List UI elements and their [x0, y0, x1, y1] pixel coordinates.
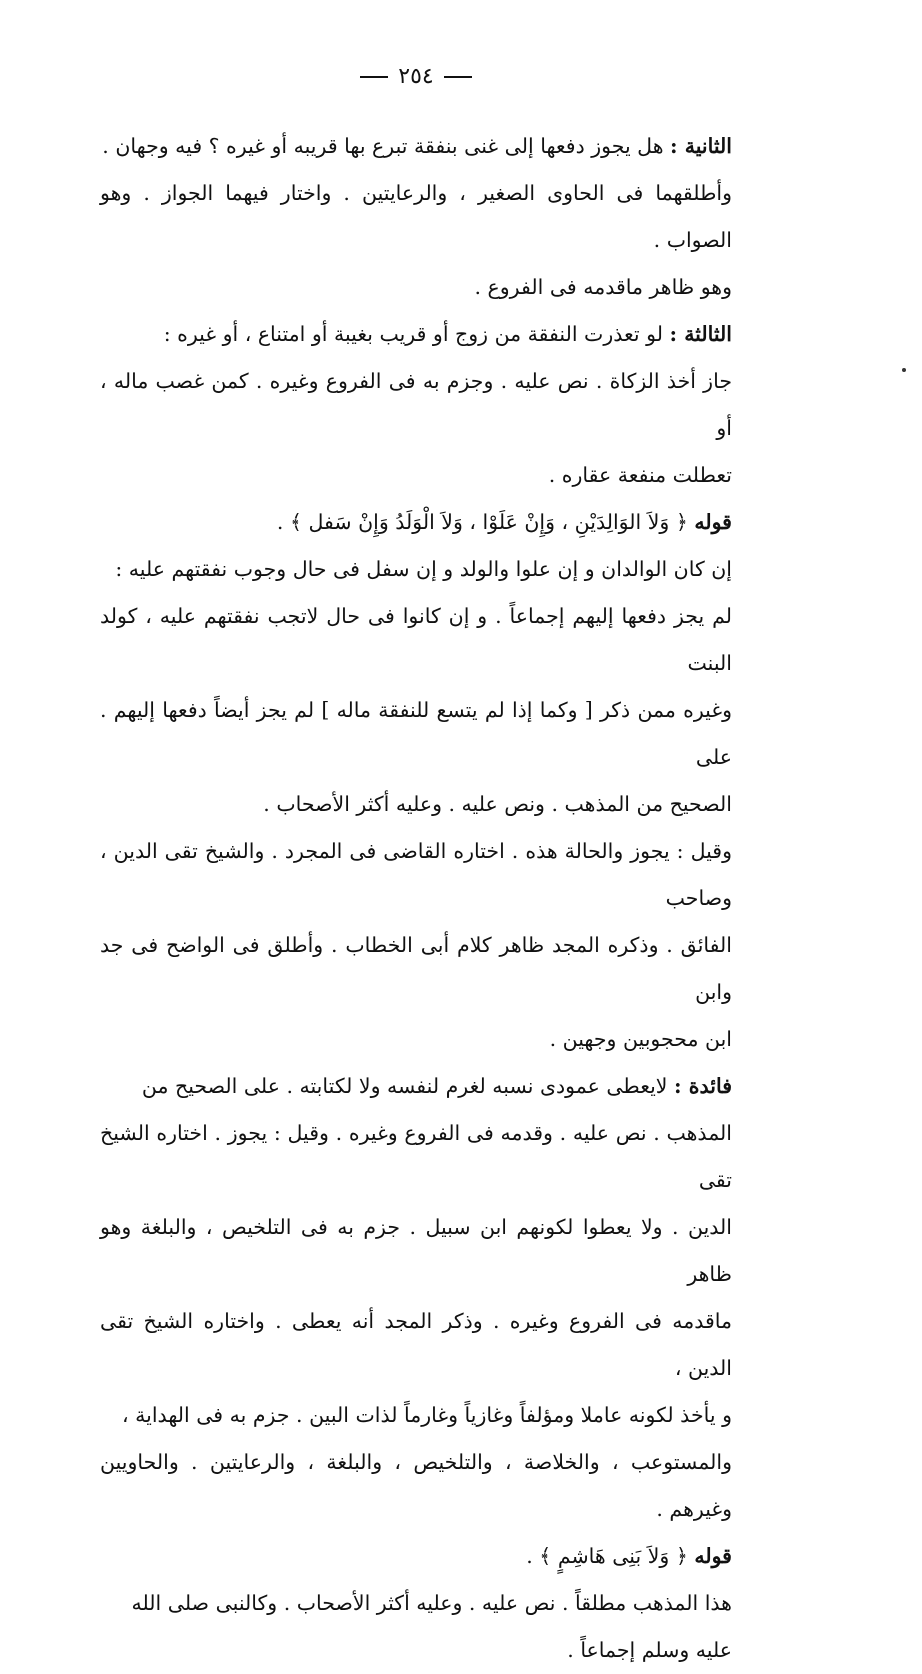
text-line	[100, 1439, 732, 1533]
right-dash	[444, 76, 472, 78]
margin-dot	[902, 368, 906, 372]
line-text: ﴿ وَلاَ بَنِى هَاشِمٍ ﴾ .	[526, 1544, 695, 1568]
page-number	[100, 64, 732, 89]
line-text: الصحيح من المذهب . ونص عليه . وعليه أكثر الأصحاب .	[263, 792, 732, 816]
text-line	[100, 828, 732, 922]
text-line	[100, 1580, 732, 1627]
verse-heading	[100, 1533, 732, 1580]
text-line	[100, 546, 732, 593]
line-text: لو تعذرت النفقة من زوج أو قريب بغيبة أو امتناع ، أو غيره :	[163, 322, 670, 346]
keyword-label: الثالثة :	[669, 322, 732, 346]
keyword-label: قوله	[694, 1544, 732, 1568]
text-line	[100, 1627, 732, 1674]
text-line	[100, 358, 732, 452]
line-text: إن كان الوالدان و إن علوا والولد و إن سفل فى حال وجوب نفقتهم عليه :	[115, 557, 732, 581]
line-text: والمستوعب ، والخلاصة ، والتلخيص ، والبلغة ، والرعايتين . والحاويين وغيرهم .	[100, 1450, 732, 1521]
line-text: هذا المذهب مطلقاً . نص عليه . وعليه أكثر الأصحاب . وكالنبى صلى الله	[131, 1591, 732, 1615]
line-text: لم يجز دفعها إليهم إجماعاً . و إن كانوا فى حال لاتجب نفقتهم عليه ، كولد البنت	[100, 604, 732, 675]
text-line	[100, 1063, 732, 1110]
text-line	[100, 1110, 732, 1204]
text-line	[100, 311, 732, 358]
document-body	[100, 123, 732, 1674]
left-dash	[360, 76, 388, 78]
text-line	[100, 1016, 732, 1063]
line-text: ﴿ وَلاَ الوَالِدَيْنِ ، وَإِنْ عَلَوْا ، وَلاَ الْوَلَدُ وَإِنْ سَفل ﴾ .	[276, 510, 695, 534]
line-text: ابن محجوبين وجهين .	[549, 1027, 732, 1051]
text-line	[100, 264, 732, 311]
line-text: وهو ظاهر ماقدمه فى الفروع .	[474, 275, 732, 299]
line-text: جاز أخذ الزكاة . نص عليه . وجزم به فى الفروع وغيره . كمن غصب ماله ، أو	[100, 369, 732, 440]
text-line	[100, 170, 732, 264]
verse-heading	[100, 499, 732, 546]
line-text: عليه وسلم إجماعاً .	[567, 1638, 732, 1662]
keyword-label: قوله	[694, 510, 732, 534]
page-number-value: ٢٥٤	[398, 64, 434, 89]
text-line	[100, 687, 732, 781]
text-line	[100, 1298, 732, 1392]
line-text: تعطلت منفعة عقاره .	[548, 463, 732, 487]
line-text: لايعطى عمودى نسبه لغرم لنفسه ولا لكتابته . على الصحيح من	[141, 1074, 675, 1098]
line-text: و يأخذ لكونه عاملا ومؤلفاً وغازياً وغارماً لذات البين . جزم به فى الهداية ،	[122, 1403, 732, 1427]
line-text: وغيره ممن ذكر [ وكما إذا لم يتسع للنفقة ماله ] لم يجز أيضاً دفعها إليهم . على	[100, 698, 732, 769]
line-text: هل يجوز دفعها إلى غنى بنفقة تبرع بها قريبه أو غيره ؟ فيه وجهان .	[102, 134, 671, 158]
text-line	[100, 922, 732, 1016]
text-line	[100, 1392, 732, 1439]
text-line	[100, 1204, 732, 1298]
line-text: وقيل : يجوز والحالة هذه . اختاره القاضى فى المجرد . والشيخ تقى الدين ، وصاحب	[100, 839, 732, 910]
line-text: الفائق . وذكره المجد ظاهر كلام أبى الخطاب . وأطلق فى الواضح فى جد وابن	[100, 933, 732, 1004]
keyword-label: الثانية :	[670, 134, 732, 158]
text-line	[100, 593, 732, 687]
line-text: وأطلقهما فى الحاوى الصغير ، والرعايتين . واختار فيهما الجواز . وهو الصواب .	[100, 181, 732, 252]
keyword-label: فائدة :	[674, 1074, 732, 1098]
text-line	[100, 452, 732, 499]
line-text: المذهب . نص عليه . وقدمه فى الفروع وغيره . وقيل : يجوز . اختاره الشيخ تقى	[100, 1121, 732, 1192]
line-text: ماقدمه فى الفروع وغيره . وذكر المجد أنه يعطى . واختاره الشيخ تقى الدين ،	[100, 1309, 732, 1380]
line-text: الدين . ولا يعطوا لكونهم ابن سبيل . جزم به فى التلخيص ، والبلغة وهو ظاهر	[100, 1215, 732, 1286]
text-line	[100, 781, 732, 828]
text-line	[100, 123, 732, 170]
